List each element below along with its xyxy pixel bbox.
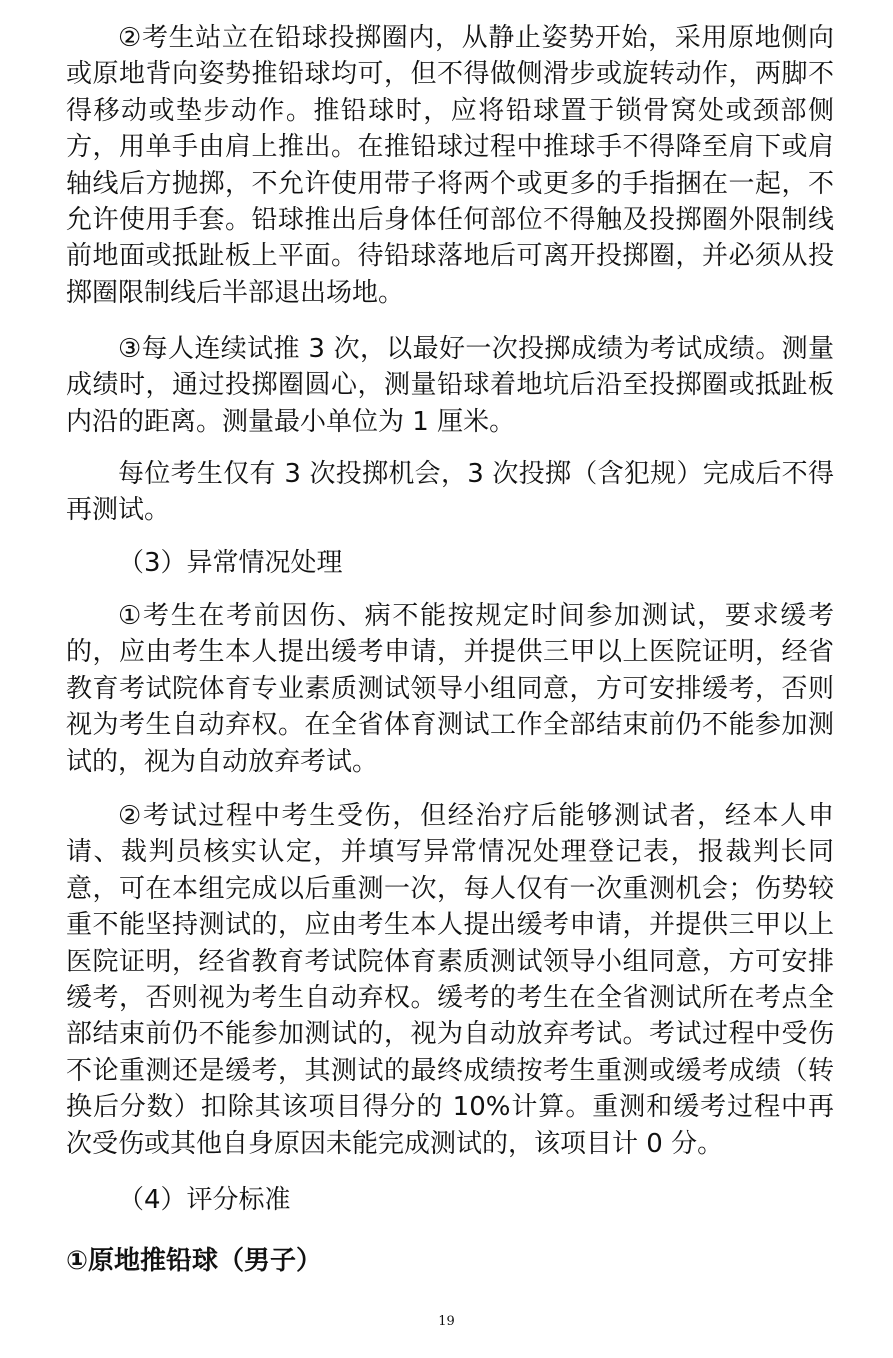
page-number: 19 bbox=[438, 1314, 455, 1329]
section-heading-scoring-standards: （4）评分标准 bbox=[118, 1185, 291, 1215]
paragraph-attempt-limit: 每位考生仅有 3 次投掷机会，3 次投掷（含犯规）完成后不得再测试。 bbox=[66, 459, 834, 526]
subheading-standing-shot-put-men: ①原地推铅球（男子） bbox=[66, 1246, 323, 1276]
paragraph-shot-put-rules: ②考生站立在铅球投掷圈内，从静止姿势开始，采用原地侧向或原地背向姿势推铅球均可，但不得做侧滑步或旋转动作，两脚不得移动或垫步动作。推铅球时，应将铅球置于锁骨窝处或颈部侧方，用单手由肩上推出。在推铅球过程中推球手不得降至肩下或肩轴线后方抛掷，不允许使用带子将两个或更多的手指捆在一起，不允许使用手套。铅球推出后身体任何部位不得触及投掷圈外限制线前地面或抵趾板上平面。待铅球落地后可离开投掷圈，并必须从投掷圈限制线后半部退出场地。 bbox=[66, 23, 834, 308]
section-heading-abnormal-situations: （3）异常情况处理 bbox=[118, 548, 343, 578]
paragraph-deferral-before-exam: ①考生在考前因伤、病不能按规定时间参加测试，要求缓考的，应由考生本人提出缓考申请，并提供三甲以上医院证明，经省教育考试院体育专业素质测试领导小组同意，方可安排缓考，否则视为考生自动弃权。在全省体育测试工作全部结束前仍不能参加测试的，视为自动放弃考试。 bbox=[66, 601, 834, 777]
paragraph-attempts-measurement: ③每人连续试推 3 次，以最好一次投掷成绩为考试成绩。测量成绩时，通过投掷圈圆心，测量铅球着地坑后沿至投掷圈或抵趾板内沿的距离。测量最小单位为 1 厘米。 bbox=[66, 334, 834, 437]
paragraph-injury-during-exam: ②考试过程中考生受伤，但经治疗后能够测试者，经本人申请、裁判员核实认定，并填写异常情况处理登记表，报裁判长同意，可在本组完成以后重测一次，每人仅有一次重测机会；伤势较重不能坚持测试的，应由考生本人提出缓考申请，并提供三甲以上医院证明，经省教育考试院体育素质测试领导小组同意，方可安排缓考，否则视为考生自动弃权。缓考的考生在全省测试所在考点全部结束前仍不能参加测试的，视为自动放弃考试。考试过程中受伤不论重测还是缓考，其测试的最终成绩按考生重测或缓考成绩（转换后分数）扣除其该项目得分的 10%计算。重测和缓考过程中再次受伤或其他自身原因未能完成测试的，该项目计 0 分。 bbox=[66, 801, 834, 1159]
